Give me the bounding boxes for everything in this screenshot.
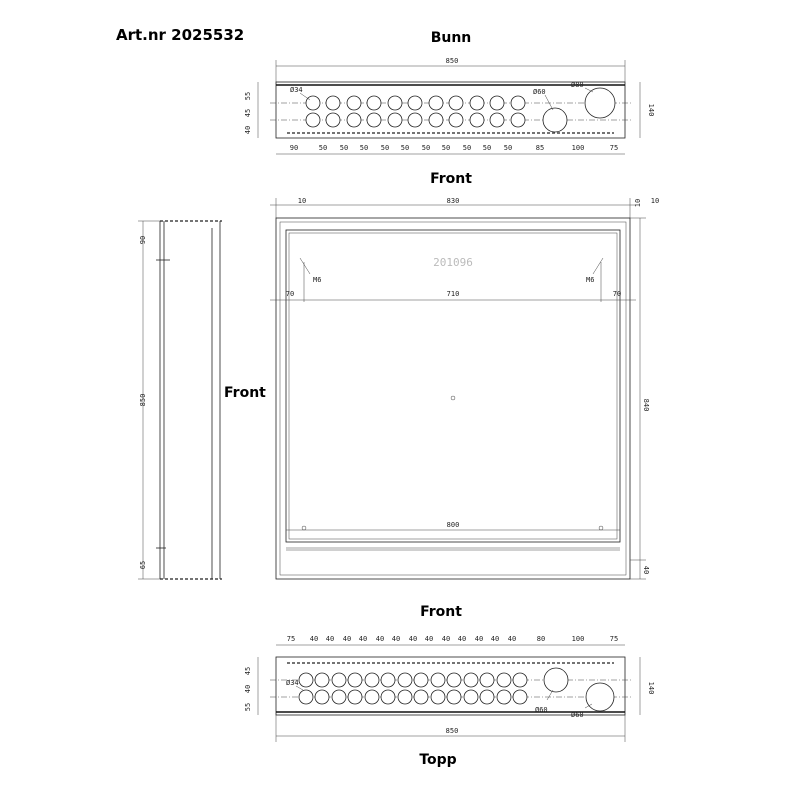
- svg-text:40: 40: [474, 635, 484, 643]
- svg-text:80: 80: [536, 635, 546, 643]
- bottom-hole-80: [585, 88, 615, 118]
- front-watermark: 201096: [433, 256, 473, 269]
- top-row-dim-3: 55: [244, 702, 252, 712]
- svg-text:40: 40: [507, 635, 517, 643]
- svg-text:50: 50: [318, 144, 328, 152]
- front-mid-dim-main: 710: [446, 290, 460, 298]
- bottom-row-dim-3: 40: [244, 125, 252, 135]
- svg-text:50: 50: [359, 144, 369, 152]
- svg-text:50: 50: [339, 144, 349, 152]
- front-label-below: Front: [420, 604, 462, 620]
- svg-text:40: 40: [342, 635, 352, 643]
- bottom-overall-width: 850: [445, 57, 459, 65]
- article-number: Art.nr 2025532: [116, 26, 245, 44]
- svg-text:50: 50: [482, 144, 492, 152]
- svg-text:40: 40: [375, 635, 385, 643]
- bottom-view: [244, 57, 655, 154]
- side-height-dim: 850: [139, 393, 147, 407]
- top-row-dim-2: 40: [244, 684, 252, 694]
- bottom-chain-dims: [290, 144, 618, 152]
- bottom-depth: 140: [647, 103, 655, 117]
- bottom-row-dim-2: 45: [244, 108, 252, 118]
- bottom-view-title: Bunn: [430, 30, 472, 46]
- side-top-dim: 90: [139, 235, 147, 245]
- top-view: [244, 635, 655, 742]
- svg-text:100: 100: [571, 144, 585, 152]
- svg-text:40: 40: [408, 635, 418, 643]
- svg-text:50: 50: [400, 144, 410, 152]
- front-mid-dim-right: 70: [612, 290, 622, 298]
- bottom-hole-medium-label: Ø60: [533, 88, 546, 96]
- svg-text:75: 75: [286, 635, 296, 643]
- svg-text:40: 40: [309, 635, 319, 643]
- bottom-hole-60: [543, 108, 567, 132]
- top-hole-60a: [544, 668, 568, 692]
- svg-text:40: 40: [358, 635, 368, 643]
- svg-text:85: 85: [535, 144, 545, 152]
- front-thread-left: M6: [313, 276, 322, 284]
- svg-text:50: 50: [441, 144, 451, 152]
- bottom-hole-large-label: Ø80: [571, 81, 584, 89]
- top-chain-dims: [287, 635, 618, 643]
- svg-text:40: 40: [391, 635, 401, 643]
- front-bottom-right-dim: 40: [642, 565, 650, 575]
- bottom-holes-row-2: [306, 113, 525, 127]
- svg-text:40: 40: [457, 635, 467, 643]
- bottom-hole-small-label: Ø34: [290, 86, 303, 94]
- top-overall-width: 850: [445, 727, 459, 735]
- svg-text:50: 50: [462, 144, 472, 152]
- bottom-holes-row-1: [306, 96, 525, 110]
- side-bottom-dim: 65: [139, 560, 147, 570]
- front-top-dim-left: 10: [297, 197, 307, 205]
- svg-text:40: 40: [441, 635, 451, 643]
- top-view-title: Topp: [419, 752, 457, 768]
- front-mid-dim-left: 70: [285, 290, 295, 298]
- front-top-dim-right-b: 10: [650, 197, 660, 205]
- svg-text:50: 50: [421, 144, 431, 152]
- top-depth: 140: [647, 681, 655, 695]
- svg-text:40: 40: [490, 635, 500, 643]
- bottom-row-dim-1: 55: [244, 91, 252, 101]
- top-hole-small-label: Ø34: [286, 679, 299, 687]
- front-height: 840: [642, 398, 650, 412]
- front-thread-right: M6: [586, 276, 595, 284]
- front-label-above: Front: [430, 171, 472, 187]
- side-view: [138, 221, 222, 579]
- front-label-left: Front: [224, 385, 266, 401]
- top-hole-60b: [586, 683, 614, 711]
- svg-text:75: 75: [609, 635, 619, 643]
- top-row-dim-1: 45: [244, 666, 252, 676]
- front-top-dim-main: 830: [446, 197, 460, 205]
- svg-text:50: 50: [503, 144, 513, 152]
- top-hole-large-label: Ø60: [571, 711, 584, 719]
- svg-text:40: 40: [424, 635, 434, 643]
- front-lower-width: 800: [446, 521, 460, 529]
- front-view: [270, 197, 659, 579]
- front-top-dim-right-a: 10: [634, 198, 642, 208]
- svg-text:40: 40: [325, 635, 335, 643]
- svg-text:50: 50: [380, 144, 390, 152]
- top-hole-medium-label: Ø60: [535, 706, 548, 714]
- svg-text:100: 100: [571, 635, 585, 643]
- svg-text:90: 90: [289, 144, 299, 152]
- svg-text:75: 75: [609, 144, 619, 152]
